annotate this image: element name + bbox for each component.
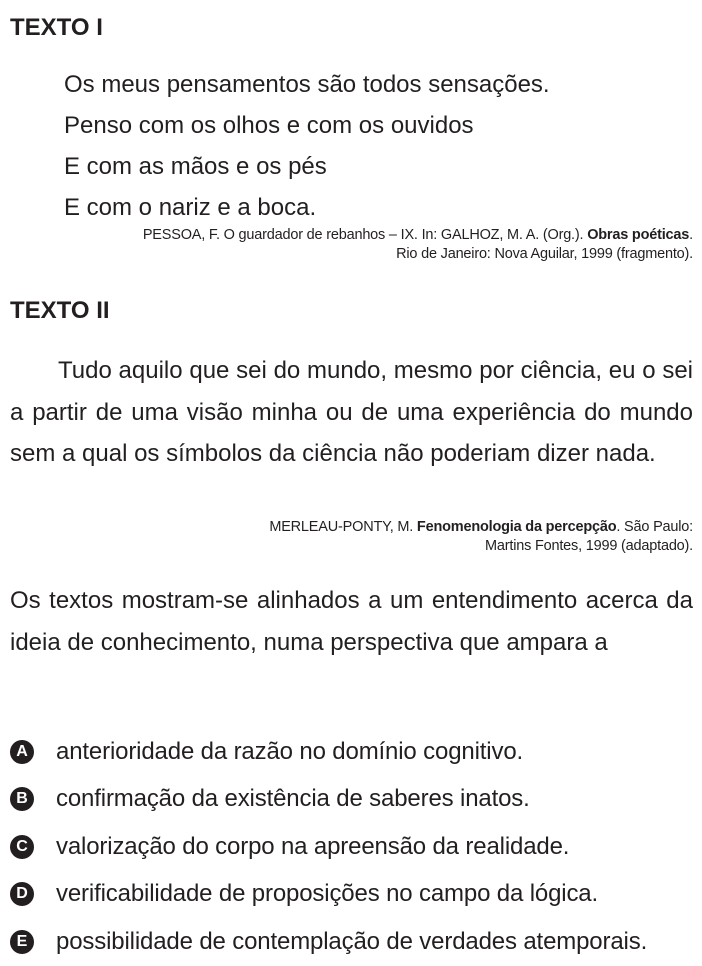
poem-verse: Penso com os olhos e com os ouvidos <box>64 112 474 139</box>
texto-2-paragraph: Tudo aquilo que sei do mundo, mesmo por ciência, eu o sei a partir de uma visão minha ou de uma experiência do mundo sem a qual os símbolos da ciência não poderiam dizer nada. <box>10 357 693 467</box>
option-d[interactable] <box>10 871 647 919</box>
citation-line-1 <box>143 226 693 245</box>
citation-line-2: Rio de Janeiro: Nova Aguilar, 1999 (fragmento). <box>396 246 693 262</box>
citation-book-title: Obras poéticas <box>587 227 690 243</box>
texto-1-heading: TEXTO I <box>10 14 103 41</box>
option-text: possibilidade de contemplação de verdades atemporais. <box>56 927 648 955</box>
option-letter-badge: C <box>10 835 34 859</box>
citation-author: PESSOA, F. O guardador de rebanhos – IX. In: GALHOZ, M. A. (Org.). <box>142 227 588 243</box>
texto-2-heading: TEXTO II <box>10 297 110 324</box>
option-letter-badge: B <box>10 787 34 811</box>
option-letter-badge: E <box>10 930 34 954</box>
citation-punctuation: . <box>689 227 693 243</box>
citation-book-title: Fenomenologia da percepção <box>416 519 617 535</box>
option-text: confirmação da existência de saberes inatos. <box>56 785 530 813</box>
texto-1-citation <box>143 226 693 264</box>
option-text: anterioridade da razão no domínio cognitivo. <box>56 737 524 765</box>
citation-author: MERLEAU-PONTY, M. <box>269 519 417 535</box>
poem-verse: E com o nariz e a boca. <box>64 194 317 221</box>
poem-verse: Os meus pensamentos são todos sensações. <box>64 71 550 98</box>
option-letter-badge: A <box>10 740 34 764</box>
option-text: verificabilidade de proposições no campo da lógica. <box>56 880 599 908</box>
option-letter-badge: D <box>10 882 34 906</box>
texto-2-citation <box>269 518 693 556</box>
answer-options <box>10 728 647 966</box>
option-a[interactable] <box>10 728 647 776</box>
option-c[interactable] <box>10 823 647 871</box>
citation-location: . São Paulo: <box>616 519 693 535</box>
option-text: valorização do corpo na apreensão da realidade. <box>56 832 570 860</box>
option-b[interactable] <box>10 776 647 824</box>
poem-verse: E com as mãos e os pés <box>64 153 327 180</box>
option-e[interactable] <box>10 918 647 966</box>
question-stem: Os textos mostram-se alinhados a um entendimento acerca da ideia de conhecimento, numa perspectiva que ampara a <box>10 587 693 656</box>
poem-verses <box>64 64 550 228</box>
citation-line-1 <box>269 518 693 537</box>
citation-line-2: Martins Fontes, 1999 (adaptado). <box>485 538 693 554</box>
